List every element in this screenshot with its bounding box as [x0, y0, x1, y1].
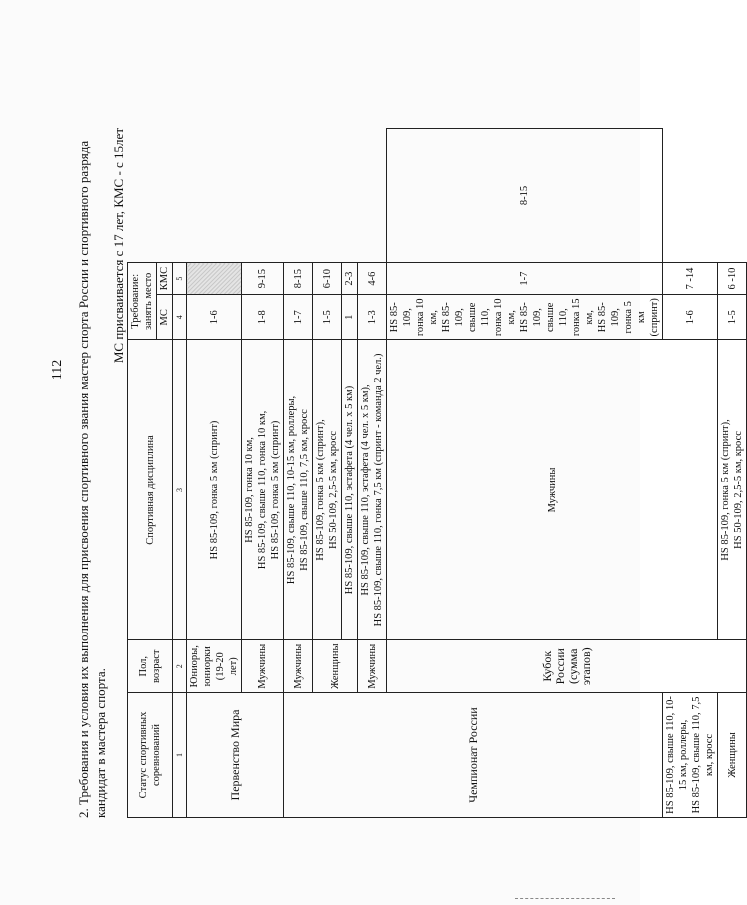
kms-cell: 9-15	[242, 263, 284, 295]
kms-cell: 2-3	[342, 263, 358, 295]
col-header-gender-age: Пол, возраст	[128, 640, 173, 693]
ms-cell: 1-3	[358, 295, 387, 340]
ms-cell: 1-7	[387, 263, 663, 295]
discipline-cell	[718, 340, 747, 640]
kms-cell-shaded	[187, 263, 242, 295]
col-header-requirement	[128, 263, 157, 340]
gender-line: Юниоры,	[189, 645, 200, 688]
discipline-cell	[187, 340, 242, 640]
competition-status: Чемпионат России	[284, 693, 663, 818]
ms-cell: 1-6	[187, 295, 242, 340]
discipline-cell	[663, 693, 718, 818]
discipline-line: HS 50-109, 2,5-5 км, кросс	[733, 431, 744, 549]
table-row	[187, 129, 242, 818]
requirements-table	[127, 128, 747, 818]
ms-cell: 1-5	[313, 295, 342, 340]
discipline-line: HS 85-109, гонка 5 км (спринт)	[208, 420, 220, 560]
competition-status: Кубок России (сумма этапов)	[387, 640, 747, 693]
ms-cell: 1-8	[242, 295, 284, 340]
discipline-cell	[242, 340, 284, 640]
page-number: 112	[50, 359, 65, 381]
kms-cell: 4-6	[358, 263, 387, 295]
column-number: 4	[173, 295, 187, 340]
gender-age-cell: Женщины	[313, 640, 358, 693]
discipline-line: HS 85-109, свыше 110, 7,5 км, кросс	[299, 409, 310, 571]
discipline-line: HS 85-109, свыше 110, гонка 10 км,	[257, 410, 268, 570]
rotated-content	[75, 83, 747, 818]
discipline-line: HS 85-109, свыше 110, гонка 7,5 км (спринт - команда 2 чел.)	[373, 353, 384, 627]
section-heading	[75, 118, 109, 818]
col-header-kms: КМС	[157, 263, 173, 295]
column-number: 1	[173, 693, 187, 818]
header-row	[128, 129, 157, 818]
discipline-line: HS 85-109, гонка 5 км (спринт),	[720, 419, 731, 561]
discipline-line: HS 85-109, свыше 110, гонка 10 км,	[441, 298, 517, 337]
page-bottom-divider	[515, 898, 615, 899]
table-row	[284, 129, 313, 818]
kms-cell: 8-15	[387, 129, 663, 263]
heading-line-2: кандидат в мастера спорта.	[93, 668, 108, 818]
discipline-cell	[284, 340, 313, 640]
ms-cell: 1-5	[718, 295, 747, 340]
column-numbers-row	[173, 129, 187, 818]
discipline-line: HS 50-109, 2,5-5 км, кросс	[328, 431, 339, 549]
kms-cell: 6 -10	[718, 263, 747, 295]
discipline-cell	[342, 340, 358, 640]
discipline-line: HS 85-109, гонка 5 км (спринт)	[597, 298, 660, 337]
ms-cell: 1-7	[284, 295, 313, 340]
ms-cell: 1	[342, 295, 358, 340]
competition-status: Первенство Мира	[187, 693, 284, 818]
requirement-line-1: Требование:	[130, 273, 141, 329]
col-header-status: Статус спортивных соревнований	[128, 693, 173, 818]
age-note: МС присваивается с 17 лет, КМС - с 15лет	[111, 128, 126, 364]
gender-age-cell: Мужчины	[284, 640, 313, 693]
discipline-cell	[313, 340, 342, 640]
discipline-line: HS 85-109, гонка 10 км,	[389, 298, 439, 337]
discipline-line: HS 85-109, свыше 110, 7,5 км, кросс	[691, 696, 715, 814]
gender-age-cell: Женщины	[718, 693, 747, 818]
col-header-ms: МС	[157, 295, 173, 340]
gender-age-cell	[187, 640, 242, 693]
requirement-line-2: занять место	[143, 272, 154, 330]
column-number: 3	[173, 340, 187, 640]
kms-cell: 7 -14	[663, 263, 718, 295]
table-row	[718, 129, 747, 818]
discipline-cell	[358, 340, 387, 640]
column-number: 2	[173, 640, 187, 693]
discipline-line: HS 85-109, гонка 5 км (спринт)	[270, 420, 281, 560]
kms-cell: 8-15	[284, 263, 313, 295]
col-header-discipline: Спортивная дисциплина	[128, 340, 173, 640]
kms-cell: 6-10	[313, 263, 342, 295]
discipline-line: HS 85-109, свыше 110, 10-15 км, роллеры,	[665, 696, 689, 814]
discipline-line: HS 85-109, гонка 10 км,	[244, 437, 255, 543]
gender-line: юниорки	[202, 646, 213, 687]
gender-age-cell: Мужчины	[242, 640, 284, 693]
discipline-line: HS 85-109, свыше 110, эстафета (4 чел. х 5 км)	[344, 385, 355, 595]
gender-age-cell: Мужчины	[358, 640, 387, 693]
ms-cell: 1-6	[663, 295, 718, 340]
discipline-cell	[387, 295, 663, 340]
gender-line: (19-20 лет)	[215, 652, 239, 681]
column-number: 5	[173, 263, 187, 295]
discipline-line: HS 85-109, свыше 110, эстафета (4 чел. х 5 км),	[360, 384, 371, 596]
discipline-line: HS 85-109, свыше 110, 10-15 км, роллеры,	[286, 395, 297, 585]
discipline-line: HS 85-109, гонка 5 км (спринт),	[315, 419, 326, 561]
discipline-line: HS 85-109, свыше 110, гонка 15 км,	[519, 298, 595, 337]
gender-age-cell: Мужчины	[387, 340, 718, 640]
heading-line-1: 2. Требования и условия их выполнения для присвоения спортивного звания мастер спорта России и спортивного разряда	[76, 140, 91, 818]
